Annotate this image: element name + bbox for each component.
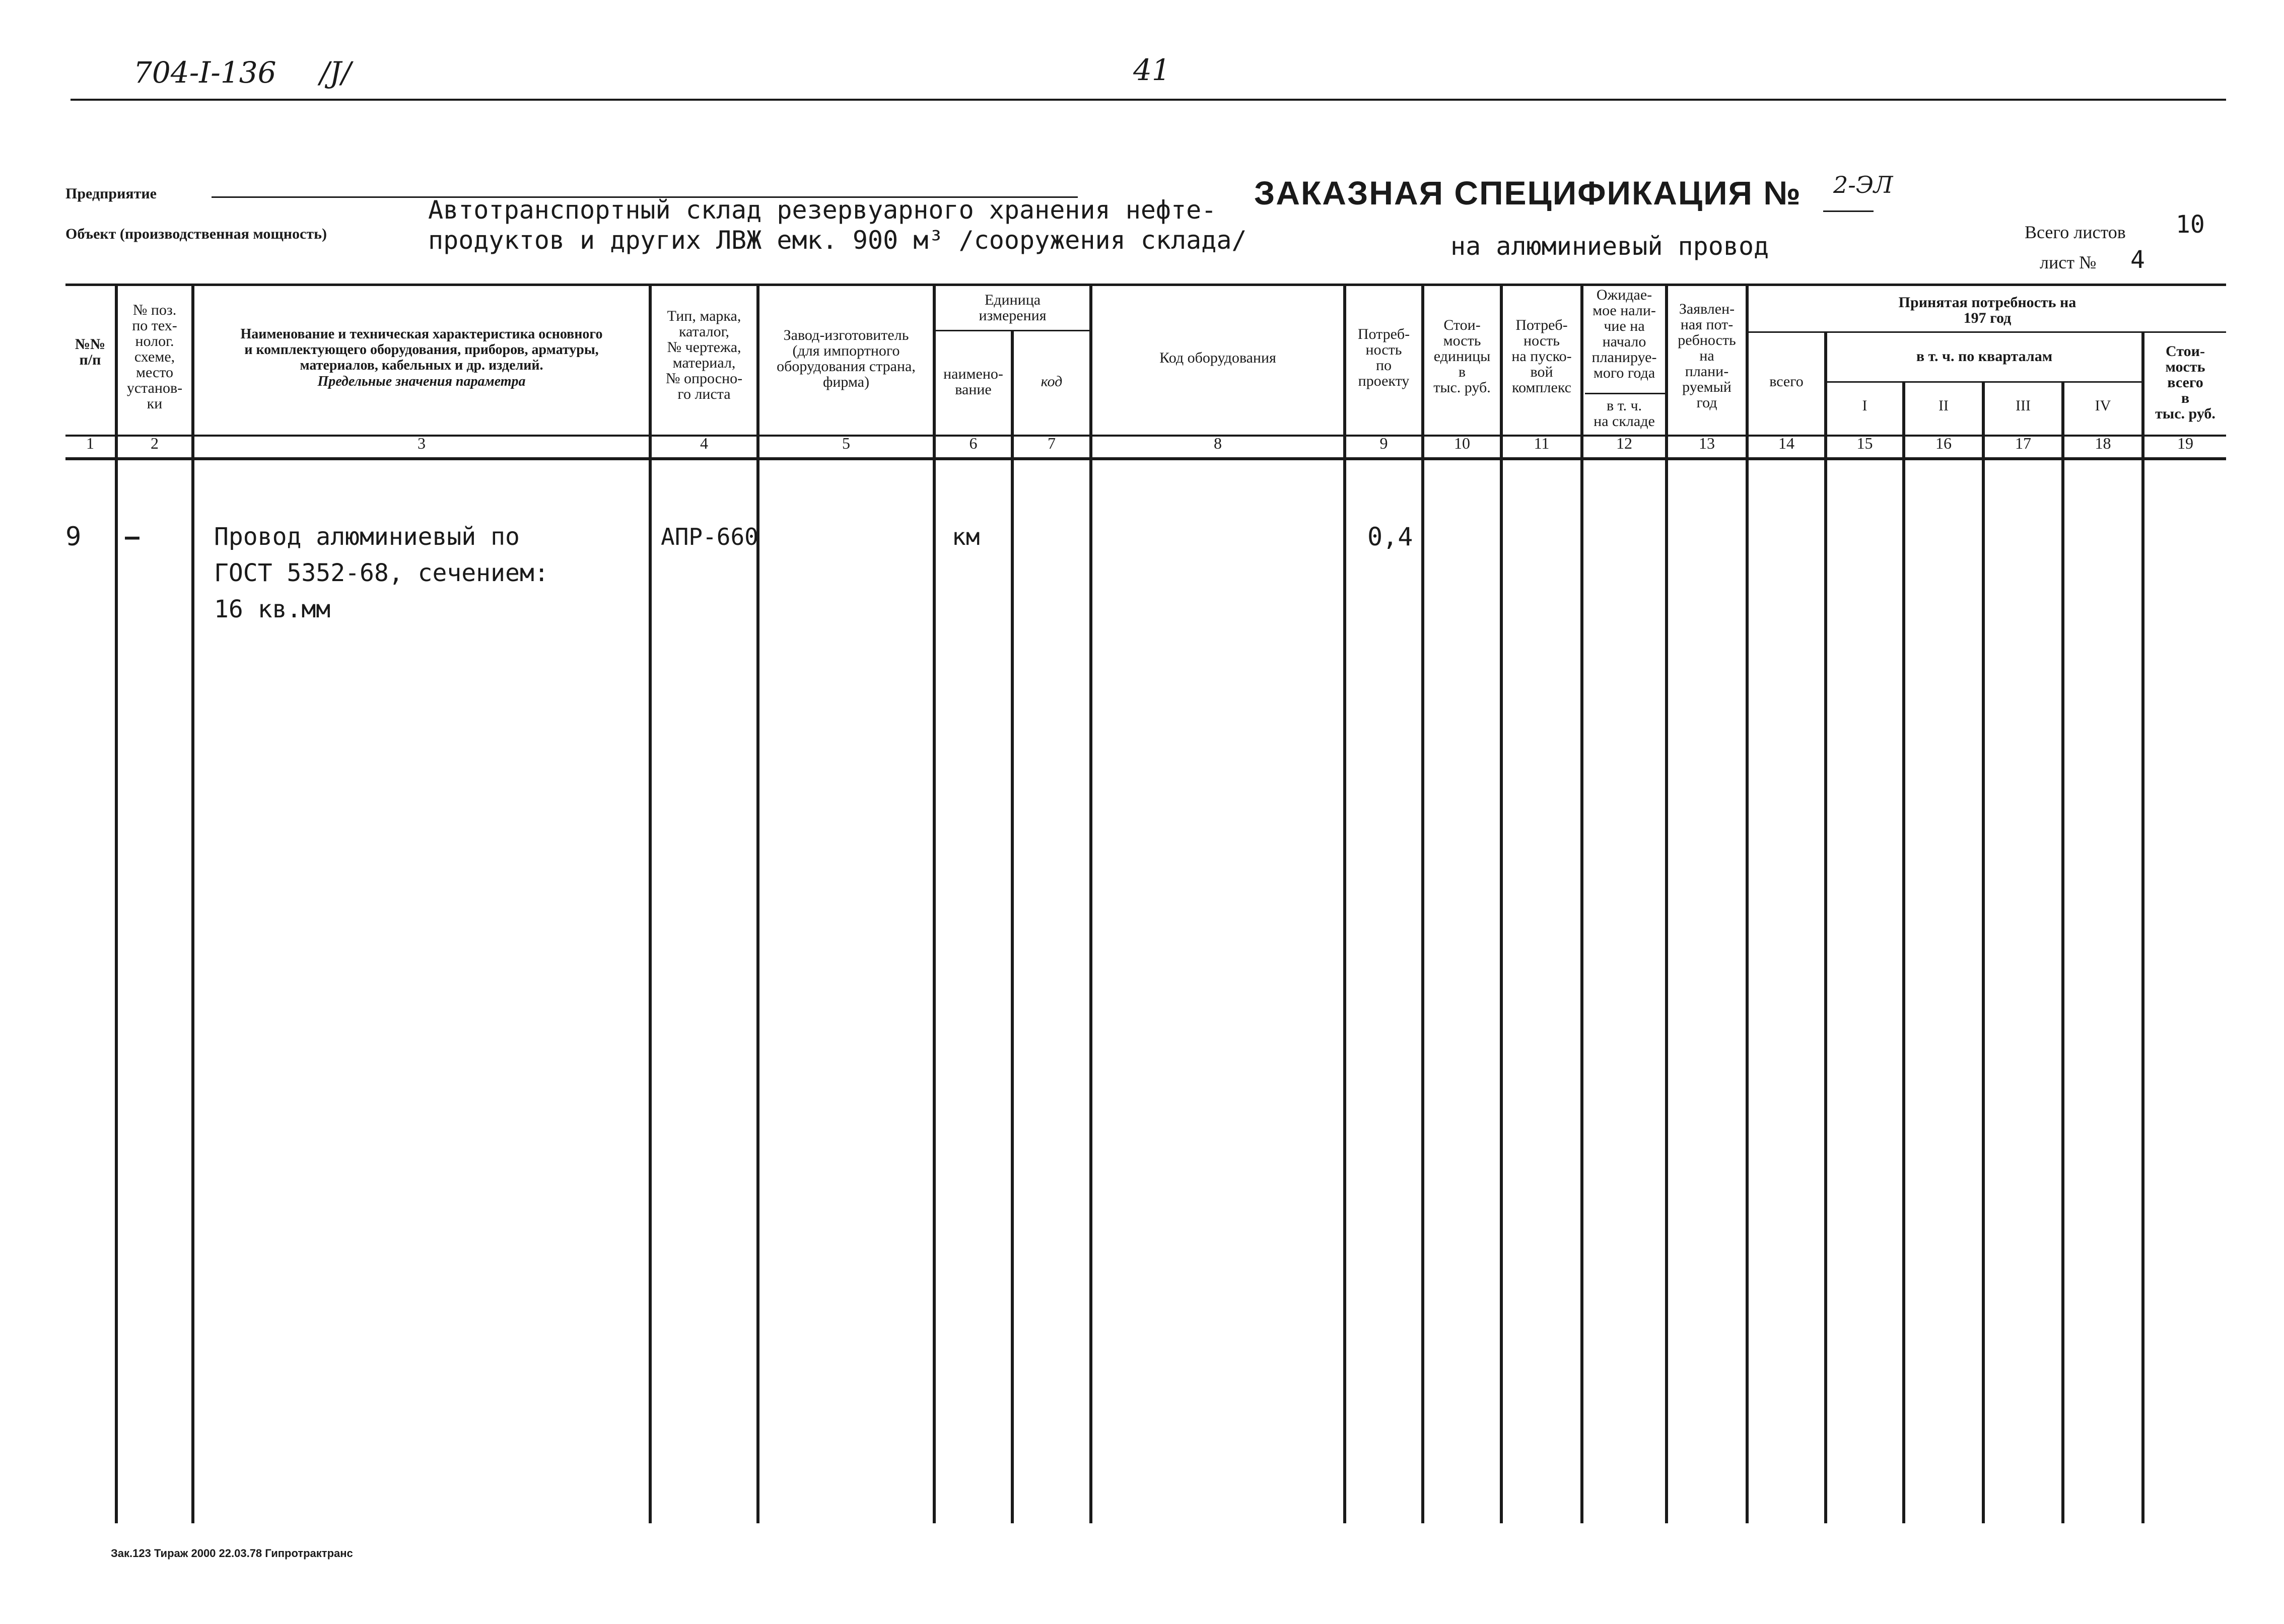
- spec-title: ЗАКАЗНАЯ СПЕЦИФИКАЦИЯ №: [1254, 174, 1802, 211]
- spec-number-line: [1823, 210, 1874, 212]
- col-number: 4: [700, 434, 708, 452]
- header-col-14: всего: [1769, 373, 1804, 390]
- total-sheets-value: 10: [2176, 210, 2205, 239]
- header-col-1: №№ п/п: [75, 336, 106, 368]
- col-number: 11: [1534, 434, 1550, 452]
- col-number: 2: [151, 434, 159, 452]
- header-col-3: Наименование и техническая характеристика основного и комплектующего оборудования, приборов, арматуры, материалов, кабельных и др. изделий.: [240, 326, 603, 373]
- header-col-10: Стои- мость единицы в тыс. руб.: [1433, 317, 1491, 396]
- col-number: 19: [2177, 434, 2193, 452]
- row-need: 0,4: [1367, 522, 1413, 551]
- header-col-3-sub: Предельные значения параметра: [317, 374, 526, 389]
- header-col-4: Тип, марка, каталог, № чертежа, материал, № опросно- го листа: [665, 308, 743, 402]
- col-number: 3: [418, 434, 426, 452]
- object-text-line2: продуктов и других ЛВЖ емк. 900 м³ /сооружения склада/: [428, 226, 1247, 255]
- col-number: 17: [2015, 434, 2031, 452]
- spec-subject: на алюминиевый провод: [1450, 232, 1769, 261]
- header-col-11: Потреб- ность на пуско- вой комплекс: [1511, 317, 1572, 396]
- header-quarters-group: в т. ч. по кварталам: [1916, 348, 2053, 365]
- col-number: 15: [1856, 434, 1873, 452]
- header-col-15: I: [1862, 397, 1867, 414]
- header-col-19: Стои- мость всего в тыс. руб.: [2155, 343, 2216, 422]
- top-rule: [71, 99, 2226, 101]
- header-col-18: IV: [2095, 397, 2111, 414]
- page-number: 41: [1133, 53, 1170, 87]
- header-col-17: III: [2016, 397, 2031, 414]
- col-number: 14: [1778, 434, 1794, 452]
- col-number: 8: [1214, 434, 1222, 452]
- header-col-6: наимено- вание: [943, 366, 1003, 398]
- object-text-line1: Автотранспортный склад резервуарного хранения нефте-: [428, 195, 1217, 225]
- document-code: 704-I-136: [133, 55, 276, 90]
- header-col-13: Заявлен- ная пот- ребность на плани- руемый год: [1678, 301, 1736, 411]
- header-unit-group: Единица измерения: [979, 292, 1047, 324]
- document-mark: /J/: [320, 55, 352, 90]
- object-label: Объект (производственная мощность): [65, 226, 327, 242]
- header-col-16: II: [1939, 397, 1949, 414]
- col-number: 1: [86, 434, 94, 452]
- header-col-9: Потреб- ность по проекту: [1357, 326, 1410, 389]
- sheet-value: 4: [2130, 246, 2145, 274]
- header-col-2: № поз. по тех- нолог. схеме, место установ- ки: [126, 302, 183, 412]
- row-type: АПР-660: [661, 523, 758, 550]
- col-number: 6: [969, 434, 978, 452]
- enterprise-label: Предприятие: [65, 185, 157, 202]
- header-col-5: Завод-изготовитель (для импортного оборудования страна, фирма): [777, 327, 916, 390]
- total-sheets-label: Всего листов: [2025, 222, 2126, 242]
- col-number: 16: [1935, 434, 1952, 452]
- col-number: 7: [1048, 434, 1056, 452]
- col-number: 9: [1379, 434, 1388, 452]
- col-number: 12: [1616, 434, 1632, 452]
- col-number: 5: [842, 434, 850, 452]
- header-col-12: Ожидае- мое нали- чие на начало планируе- мого года: [1591, 287, 1657, 381]
- col-number: 10: [1454, 434, 1470, 452]
- row-unit: км: [952, 523, 980, 550]
- header-col-7: код: [1041, 373, 1063, 390]
- col-number: 13: [1699, 434, 1715, 452]
- header-accepted-group: Принятая потребность на 197 год: [1898, 294, 2077, 326]
- header-col-8: Код оборудования: [1159, 349, 1276, 366]
- row-item-name: Провод алюминиевый по ГОСТ 5352-68, сечением: 16 кв.мм: [214, 523, 549, 623]
- row-number: 9: [65, 522, 82, 552]
- col-number: 18: [2095, 434, 2111, 452]
- header-col-12-sub: в т. ч. на складе: [1594, 397, 1655, 430]
- sheet-label: лист №: [2040, 252, 2097, 272]
- row-position: –: [125, 523, 140, 551]
- spec-number: 2-ЭЛ: [1833, 171, 1893, 198]
- print-imprint: Зак.123 Тираж 2000 22.03.78 Гипротрактранс: [111, 1547, 353, 1560]
